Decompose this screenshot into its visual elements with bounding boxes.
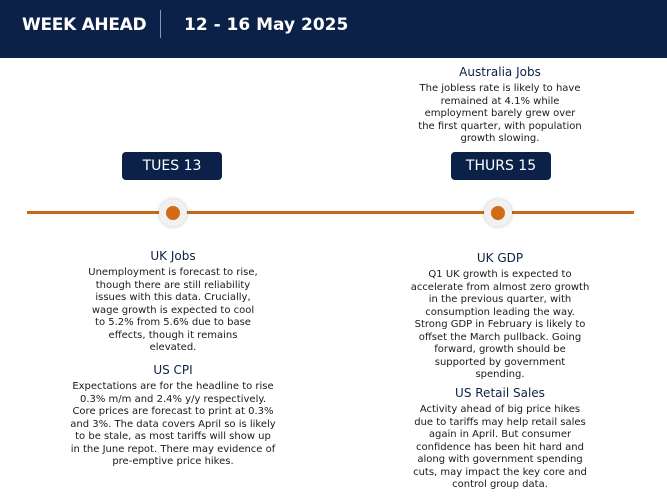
header-bar bbox=[0, 0, 667, 58]
timeline-marker-thurs bbox=[484, 199, 512, 227]
marker-dot bbox=[166, 206, 180, 220]
timeline-marker-tues bbox=[159, 199, 187, 227]
timeline-line bbox=[27, 211, 634, 214]
day-pill-tues: TUES 13 bbox=[122, 152, 222, 180]
event-title: UK GDP bbox=[476, 251, 524, 265]
event-title: US Retail Sales bbox=[455, 386, 545, 400]
header-date-range: 12 - 16 May 2025 bbox=[184, 15, 349, 35]
event-us-cpi bbox=[70, 363, 276, 469]
event-title: UK Jobs bbox=[150, 249, 196, 263]
event-description: Q1 UK growth is expected to accelerate from almost zero growth in the previous quarter, with consumption leading the way. Strong GDP in February is likely to offset the March pullback. Going forward, growth should be supported by government spending. bbox=[410, 269, 590, 380]
event-description: Expectations are for the headline to rise 0.3% m/m and 2.4% y/y respectively. Core prices are forecast to print at 0.3% and 3%. The data covers April so is likely to be stale, as most tariffs will show up in the June repot. There may evidence of pre-emptive price hikes. bbox=[70, 381, 276, 467]
marker-dot bbox=[491, 206, 505, 220]
header-divider bbox=[160, 10, 161, 38]
event-title: US CPI bbox=[153, 363, 193, 377]
header-title: WEEK AHEAD bbox=[22, 15, 147, 35]
event-description: Unemployment is forecast to rise, though there are still reliability issues with this data. Crucially, wage growth is expected to cool to 5.2% from 5.6% due to base effects, though it remains elevated. bbox=[88, 267, 258, 353]
event-australia-jobs bbox=[417, 65, 583, 146]
event-description: Activity ahead of big price hikes due to tariffs may help retail sales again in April. But consumer confidence has been hit hard and along with government spending cuts, may impact the key core and control group data. bbox=[413, 404, 587, 490]
day-pill-thurs: THURS 15 bbox=[451, 152, 551, 180]
event-uk-jobs bbox=[88, 249, 258, 355]
event-uk-gdp bbox=[410, 251, 590, 382]
event-us-retail-sales bbox=[410, 386, 590, 492]
event-description: The jobless rate is likely to have remained at 4.1% while employment barely grew over the first quarter, with population growth slowing. bbox=[418, 83, 582, 144]
event-title: Australia Jobs bbox=[459, 65, 541, 79]
